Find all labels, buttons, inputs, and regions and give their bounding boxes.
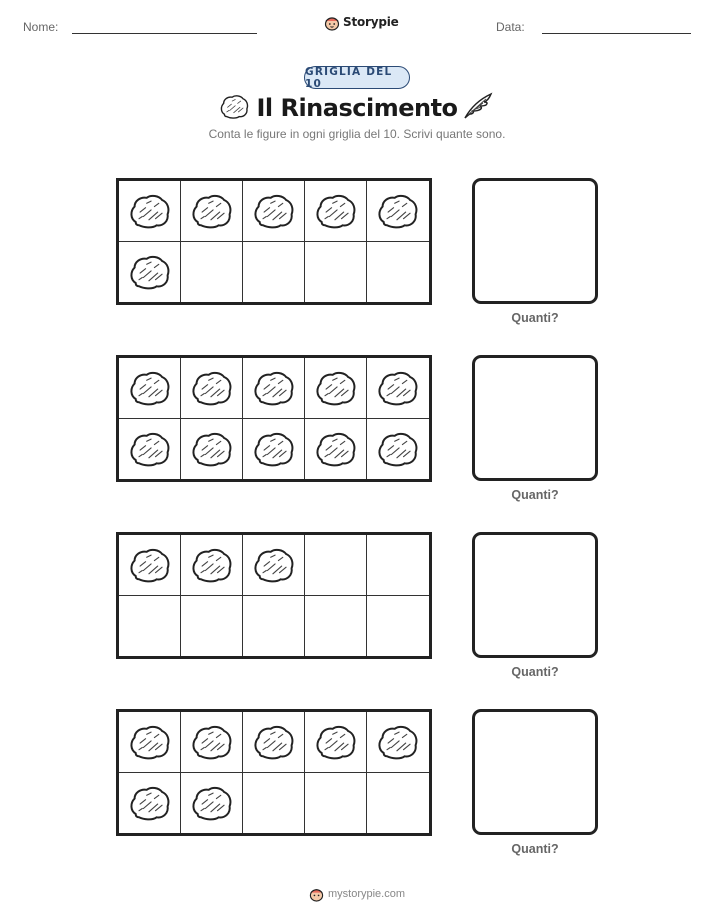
ten-frame-cell: [367, 358, 429, 419]
ten-frame-cell: [305, 596, 367, 657]
ten-frame-cell: [367, 419, 429, 480]
ten-frame-cell: [243, 596, 305, 657]
footer-url: mystorypie.com: [328, 888, 406, 900]
rock-icon: [252, 723, 296, 761]
ten-frame-cell: [305, 712, 367, 773]
ten-frame-cell: [305, 535, 367, 596]
ten-frame-cell: [305, 242, 367, 303]
ten-frame-cell: [119, 419, 181, 480]
ten-frame: [116, 532, 432, 659]
rock-icon: [376, 192, 420, 230]
ten-frame-cell: [119, 181, 181, 242]
ten-frame-cell: [243, 773, 305, 834]
page-title: Il Rinascimento: [256, 94, 458, 122]
ten-frame-cell: [305, 358, 367, 419]
ten-frame-cell: [305, 773, 367, 834]
ten-frame-cell: [119, 358, 181, 419]
name-line[interactable]: [72, 33, 257, 34]
answer-prompt: Quanti?: [511, 488, 559, 502]
ten-frame-cell: [119, 773, 181, 834]
rock-icon: [190, 430, 234, 468]
answer-prompt: Quanti?: [511, 842, 559, 856]
rock-icon: [190, 369, 234, 407]
ten-frame-cell: [243, 419, 305, 480]
ten-frame-cell: [181, 242, 243, 303]
rock-icon: [314, 192, 358, 230]
rock-icon: [128, 253, 172, 291]
ten-frame-cell: [119, 242, 181, 303]
ten-frame-cell: [119, 596, 181, 657]
rock-icon: [314, 430, 358, 468]
ten-frame-cell: [305, 181, 367, 242]
rock-icon: [376, 723, 420, 761]
wing-icon: [462, 91, 494, 121]
ten-frame-cell: [181, 596, 243, 657]
ten-frame-cell: [305, 419, 367, 480]
date-label: Data:: [496, 20, 525, 34]
answer-box[interactable]: [472, 355, 598, 481]
ten-frame-cell: [181, 181, 243, 242]
ten-frame-cell: [367, 773, 429, 834]
ten-frame-cell: [367, 242, 429, 303]
answer-prompt: Quanti?: [511, 665, 559, 679]
rock-icon: [190, 784, 234, 822]
ten-frame-cell: [243, 712, 305, 773]
rock-icon: [128, 784, 172, 822]
date-line[interactable]: [542, 33, 691, 34]
pie-mascot-icon: [324, 14, 340, 31]
ten-frame-cell: [181, 358, 243, 419]
ten-frame-cell: [367, 535, 429, 596]
brand-logo: [324, 13, 399, 31]
rock-icon: [252, 192, 296, 230]
rock-icon: [376, 369, 420, 407]
rock-icon: [314, 369, 358, 407]
rock-icon: [314, 723, 358, 761]
ten-frame-cell: [367, 596, 429, 657]
ten-frame-cell: [119, 535, 181, 596]
ten-frame-cell: [181, 773, 243, 834]
ten-frame-cell: [181, 712, 243, 773]
answer-prompt: Quanti?: [511, 311, 559, 325]
rock-icon: [376, 430, 420, 468]
rock-icon: [128, 192, 172, 230]
rock-icon: [128, 723, 172, 761]
ten-frame: [116, 709, 432, 836]
rock-icon: [219, 93, 250, 120]
answer-box[interactable]: [472, 178, 598, 304]
ten-frame-cell: [243, 358, 305, 419]
rock-icon: [252, 369, 296, 407]
name-label: Nome:: [23, 20, 59, 34]
brand-name: Storypie: [343, 15, 399, 29]
rock-icon: [128, 430, 172, 468]
ten-frame-cell: [243, 181, 305, 242]
rock-icon: [190, 723, 234, 761]
ten-frame-cell: [119, 712, 181, 773]
rock-icon: [190, 192, 234, 230]
rock-icon: [128, 369, 172, 407]
ten-frame-cell: [243, 242, 305, 303]
ten-frame: [116, 355, 432, 482]
ten-frame-cell: [367, 712, 429, 773]
ten-frame-cell: [243, 535, 305, 596]
answer-box[interactable]: [472, 709, 598, 835]
footer: [309, 886, 405, 902]
rock-icon: [190, 546, 234, 584]
ten-frame-cell: [367, 181, 429, 242]
ten-frame-cell: [181, 535, 243, 596]
pie-mascot-icon: [309, 886, 324, 902]
answer-box[interactable]: [472, 532, 598, 658]
worksheet-type-badge: GRIGLIA DEL 10: [304, 66, 410, 89]
instructions: Conta le figure in ogni griglia del 10. Scrivi quante sono.: [208, 127, 506, 141]
ten-frame-cell: [181, 419, 243, 480]
ten-frame: [116, 178, 432, 305]
rock-icon: [252, 430, 296, 468]
rock-icon: [252, 546, 296, 584]
rock-icon: [128, 546, 172, 584]
